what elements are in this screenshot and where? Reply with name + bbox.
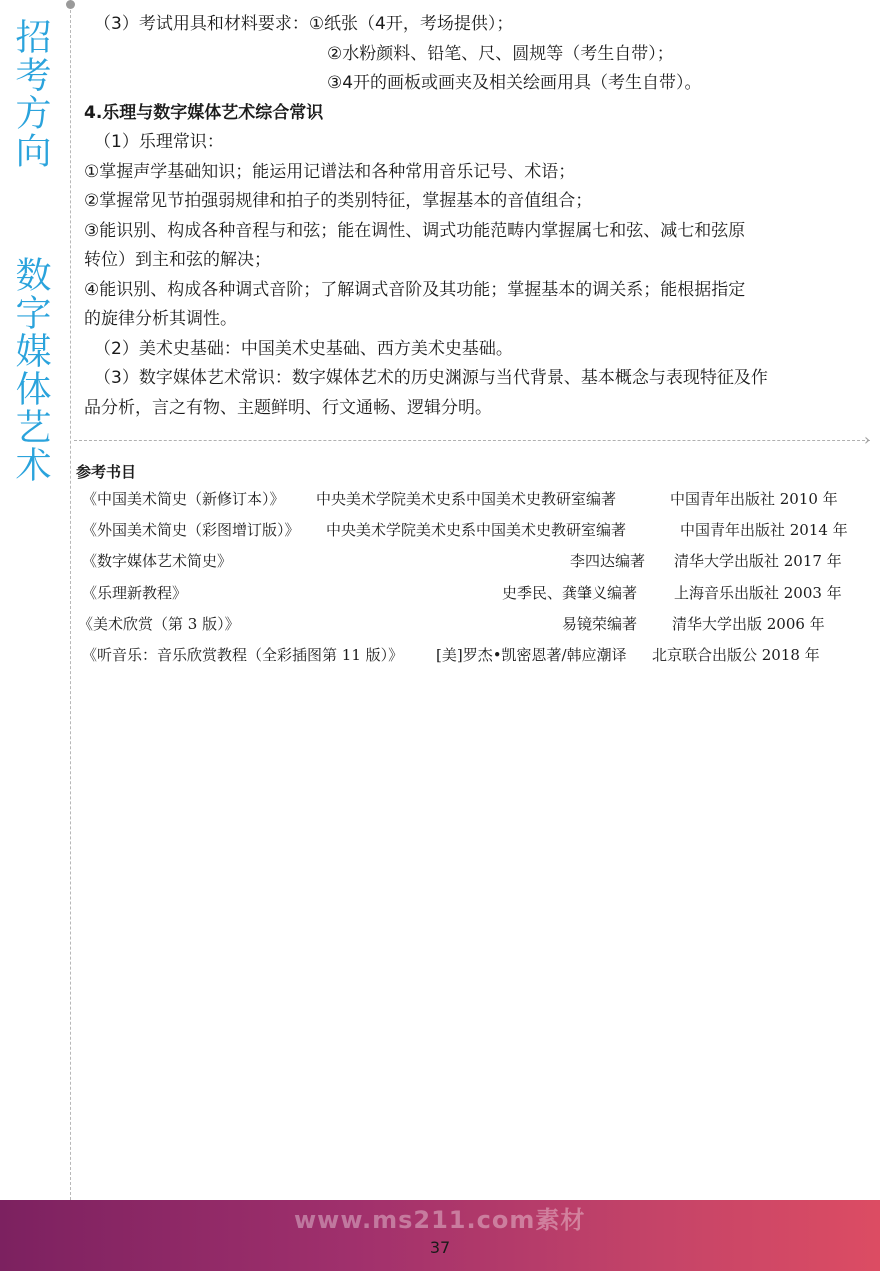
vertical-divider (70, 0, 71, 1205)
reference-author: 李四达编著 (570, 552, 646, 571)
reference-item (76, 613, 876, 644)
reference-publisher: 中国青年出版社 2014 年 (680, 521, 848, 540)
sidebar-title-bottom: 数字媒体艺术 (10, 256, 51, 484)
reference-book: 《外国美术简史（彩图增订版）》 (82, 521, 300, 540)
reference-publisher: 北京联合出版公 2018 年 (652, 645, 820, 664)
reference-book: 《美术欣赏（第 3 版）》 (78, 614, 240, 633)
item3-line1: （3）考试用具和材料要求：①纸张（4开，考场提供）； (94, 14, 514, 34)
sub1-paragraph-4b: 的旋律分析其调性。 (84, 309, 237, 329)
sub1-paragraph-1: ①掌握声学基础知识；能运用记谱法和各种常用音乐记号、术语； (84, 161, 576, 182)
reference-author: 中央美术学院美术史系中国美术史教研室编著 (326, 521, 627, 540)
reference-item (76, 644, 876, 675)
reference-item (76, 519, 876, 550)
references-title: 参考书目 (76, 463, 137, 481)
sub1-paragraph-2: ②掌握常见节拍强弱规律和拍子的类别特征，掌握基本的音值组合； (84, 191, 593, 211)
reference-item (76, 582, 876, 613)
reference-author: [美]罗杰•凯密恩著/韩应潮译 (436, 645, 627, 664)
sub1-paragraph-3b: 转位）到主和弦的解决； (84, 250, 271, 270)
reference-publisher: 中国青年出版社 2010 年 (670, 490, 838, 508)
watermark: www.ms211.com素材 (294, 1206, 586, 1234)
sub3-paragraph-a: （3）数字媒体艺术常识：数字媒体艺术的历史渊源与当代背景、基本概念与表现特征及作 (94, 368, 768, 388)
item3-line3: ③4开的画板或画夹及相关绘画用具（考生自带）。 (327, 73, 702, 93)
sidebar (0, 0, 70, 1200)
sub3-paragraph-b: 品分析，言之有物、主题鲜明、行文通畅、逻辑分明。 (84, 397, 492, 418)
sub2-paragraph: （2）美术史基础：中国美术史基础、西方美术史基础。 (94, 338, 513, 359)
page-number: 37 (429, 1238, 451, 1257)
main-content (84, 10, 874, 423)
reference-author: 史季民、龚肇义编著 (502, 583, 638, 602)
arrow-right-icon: › (864, 430, 871, 449)
reference-author: 中央美术学院美术史系中国美术史教研室编著 (316, 490, 617, 508)
reference-publisher: 上海音乐出版社 2003 年 (674, 583, 842, 602)
reference-item (76, 488, 876, 519)
sidebar-title-top: 招考方向 (10, 18, 51, 170)
section4-title: 4.乐理与数字媒体艺术综合常识 (84, 102, 324, 123)
section-divider (74, 440, 870, 441)
sub1-title: （1）乐理常识： (94, 132, 224, 152)
reference-book: 《数字媒体艺术简史》 (82, 552, 233, 571)
reference-publisher: 清华大学出版社 2017 年 (674, 552, 842, 571)
reference-book: 《听音乐：音乐欣赏教程（全彩插图第 11 版）》 (82, 645, 404, 664)
reference-book: 《乐理新教程》 (82, 583, 188, 602)
references-list (76, 488, 876, 675)
item3-line2: ②水粉颜料、铅笔、尺、圆规等（考生自带）； (327, 43, 674, 64)
sub1-paragraph-4a: ④能识别、构成各种调式音阶；了解调式音阶及其功能；掌握基本的调关系；能根据指定 (84, 279, 746, 300)
reference-book: 《中国美术简史（新修订本）》 (82, 490, 285, 508)
reference-publisher: 清华大学出版 2006 年 (672, 614, 825, 633)
reference-item (76, 550, 876, 581)
reference-author: 易镜荣编著 (562, 614, 638, 633)
sub1-paragraph-3a: ③能识别、构成各种音程与和弦；能在调性、调式功能范畴内掌握属七和弦、减七和弦原 (84, 220, 746, 241)
divider-top-dot (66, 0, 75, 9)
